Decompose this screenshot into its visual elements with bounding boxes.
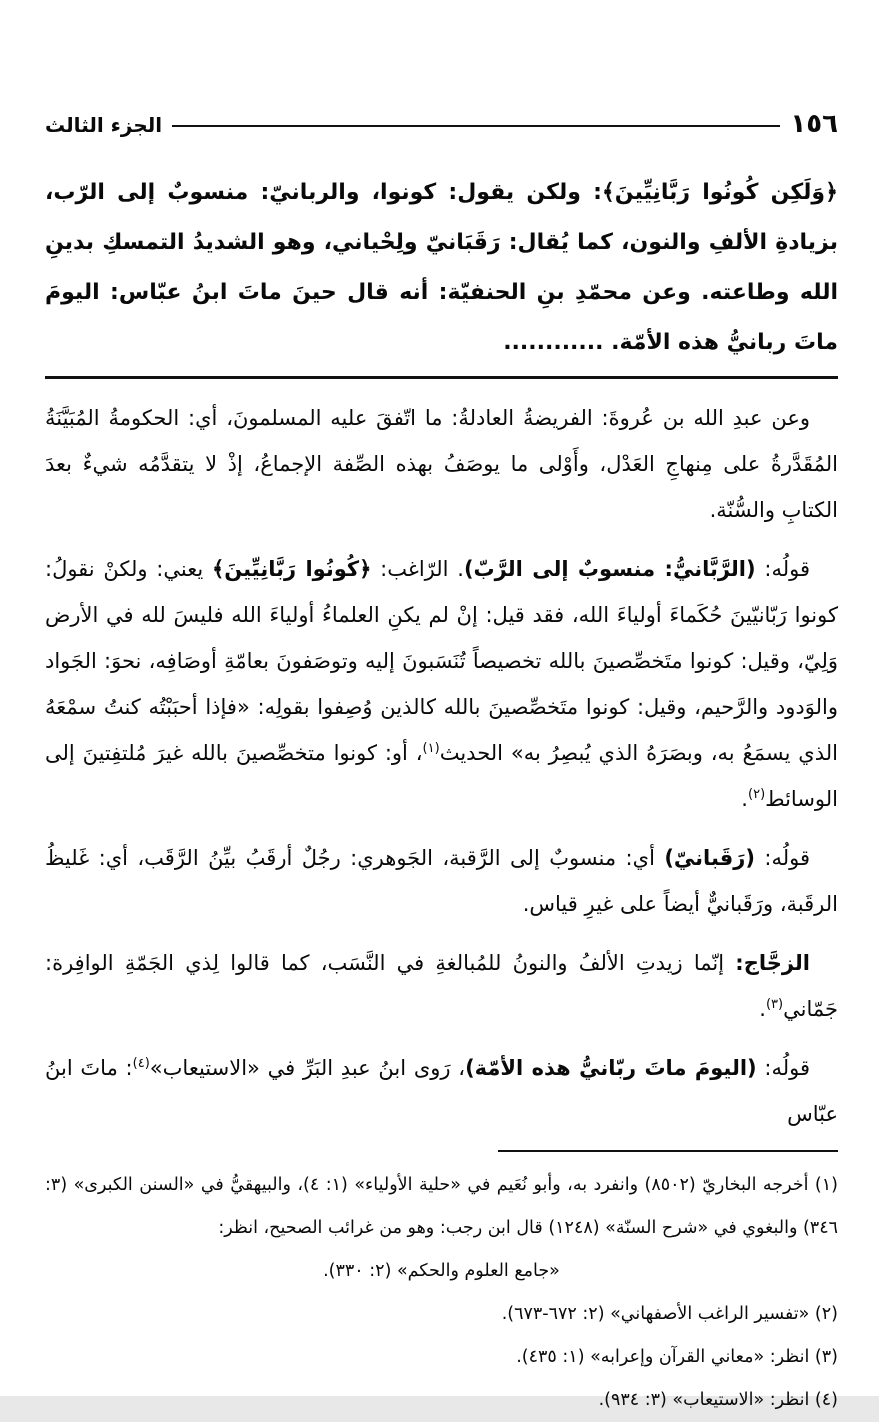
commentary-paragraph-1: وعن عبدِ الله بن عُروةَ: الفريضةُ العادلةُ: ما اتّفقَ عليه المسلمونَ، أي: الحكومةُ المُبَيَّنَةُ المُقَدَّرةُ على مِنهاجِ العَدْل، وأَوْلى ما يوصَفُ بهذه الصِّفة الإجماعُ، إذْ لا يتقدَّمُه شيءٌ بعدَ الكتابِ والسُّنّة. <box>45 406 838 522</box>
footnotes-section <box>45 1164 838 1422</box>
footnote-1-last-line: «جامع العلوم والحكم» (٢: ٣٣٠). <box>323 1261 560 1281</box>
commentary-paragraph-3: قولُه: (رَقَبانيّ) أي: منسوبٌ إلى الرَّقبة، الجَوهري: رجُلٌ أرقَبُ بيِّنُ الرَّقَب، أي: غَليظُ الرقَبة، ورَقَبانيٌّ أيضاً على غيرِ قياس. <box>45 846 838 916</box>
commentary-paragraph-2: قولُه: (الرَّبَّانيُّ: منسوبٌ إلى الرَّبّ). الرّاغب: ﴿كُونُوا رَبَّانِيِّينَ﴾ يعني: ولكنْ نقولُ: كونوا رَبّانيّينَ حُكَماءَ أولياءَ الله، فقد قيل: إنْ لم يكنِ العلماءُ أولياءَ الله فليسَ لله في الأرض وَلِيّ، وقيل: كونوا متَخصِّصينَ بالله تخصيصاً تُنَسَبونَ إليه وتوصَفونَ بعامّةِ أوصَافِه، نحوَ: الجَواد والوَدود والرَّحيم، وقيل: كونوا متَخصِّصينَ بالله كالذين وُصِفوا بقولِه: «فإذا أحبَبْتُه كنتُ سمْعَهُ الذي يسمَعُ به، وبصَرَهُ الذي يُبصِرُ به» الحديث$^{(١)}$، أو: كونوا متخصِّصينَ بالله غيرَ مُلتفِتينَ إلى الوسائط$^{(٢)}$. <box>45 557 838 811</box>
commentary-paragraph-4: الزجَّاج: إنّما زيدتِ الألفُ والنونُ للمُبالغةِ في النَّسَب، كما قالوا لِذي الجَمّةِ الوافِرة: جَمّاني$^{(٣)}$. <box>45 951 838 1021</box>
page-number: ١٥٦ <box>790 109 838 139</box>
footnote-1: (١) أخرجه البخاريّ (٨٥٠٢) وانفرد به، وأبو نُعَيم في «حلية الأولياء» (١: ٤)، والبيهقيُّ في «السنن الكبرى» (٣: ٣٤٦) والبغوي في «شرح السنّة» (١٢٤٨) قال ابن رجب: وهو من غرائب الصحيح، انظر: <box>45 1175 838 1238</box>
matn-separator-rule <box>45 376 838 379</box>
footnote-2: (٢) «تفسير الراغب الأصفهاني» (٢: ٦٧٢-٦٧٣). <box>501 1304 838 1324</box>
footnote-3: (٣) انظر: «معاني القرآن وإعرابه» (١: ٤٣٥). <box>516 1347 838 1367</box>
matn-paragraph: ﴿وَلَكِن كُونُوا رَبَّانِيِّينَ﴾: ولكن يقول: كونوا، والربانيّ: منسوبٌ إلى الرّب، بزيادةِ الألفِ والنون، كما يُقال: رَقَبَانيّ ولِحْياني، وهو الشديدُ التمسكِ بدينِ الله وطاعته. وعن محمّدِ بنِ الحنفيّة: أنه قال حينَ ماتَ ابنُ عبّاس: اليومَ ماتَ ربانيُّ هذه الأمّة. ............ <box>45 180 838 355</box>
footnote-4: (٤) انظر: «الاستيعاب» (٣: ٩٣٤). <box>598 1390 838 1410</box>
page-header <box>45 106 838 142</box>
matn-section <box>45 168 838 368</box>
header-rule <box>172 125 780 127</box>
commentary-section <box>45 395 838 1137</box>
part-title: الجزء الثالث <box>45 113 163 137</box>
footnote-separator-rule <box>498 1150 838 1152</box>
commentary-paragraph-5: قولُه: (اليومَ ماتَ ربّانيُّ هذه الأمّة)، رَوى ابنُ عبدِ البَرِّ في «الاستيعاب»$^{(٤)}$: ماتَ ابنُ عبّاس <box>45 1056 838 1126</box>
